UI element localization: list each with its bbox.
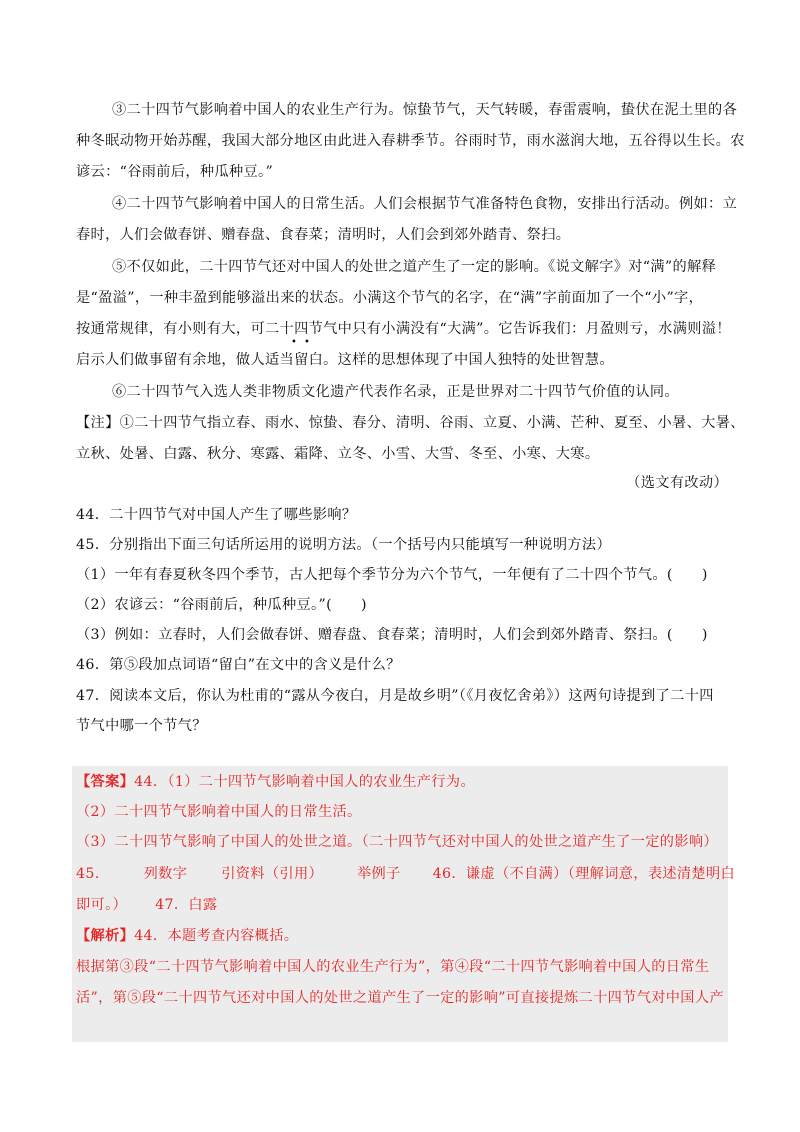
- paragraph-3-line-1: ③二十四节气影响着中国人的农业生产行为。惊蛰节气，天气转暖，春雷震响，蛰伏在泥土里的各: [112, 102, 738, 118]
- answer-46-continued: 即可。）: [76, 897, 128, 913]
- analysis-line-2: 根据第③段“二十四节气影响着中国人的农业生产行为”，第④段“二十四节气影响着中国人的日常生: [76, 959, 710, 975]
- question-44: 44．二十四节气对中国人产生了哪些影响？: [76, 507, 357, 523]
- paragraph-5-line-2: 是“盈溢”，一种丰盈到能够溢出来的状态。小满这个节气的名字，在“满”字前面加了一个“小”字，: [76, 290, 704, 306]
- answer-45-number: 45.: [76, 866, 100, 882]
- answer-44-1: 44．（1）二十四节气影响着中国人的农业生产行为。: [134, 774, 476, 790]
- answer-tag: 【答案】: [76, 774, 135, 790]
- analysis-line-3: 活”，第⑤段“二十四节气还对中国人的处世之道产生了一定的影响”可直接提炼二十四节气对中国人产: [76, 990, 724, 1006]
- paragraph-5-line-3: 按通常规律，有小则有大，可二十四节气中只有小满没有“大满”。它告诉我们：月盈则亏，水满则溢！: [76, 321, 731, 337]
- question-45-item-2: （2）农谚云：“谷雨前后，种瓜种豆。”( ): [76, 597, 367, 613]
- answer-45-46-line: [76, 864, 736, 884]
- analysis-44: 44．本题考查内容概括。: [134, 928, 299, 944]
- paragraph-6: ⑥二十四节气入选人类非物质文化遗产代表作名录，正是世界对二十四节气价值的认同。: [112, 384, 679, 400]
- emphasis-dot: •: [291, 337, 297, 348]
- answer-45-2: 引资料（引用）: [221, 866, 324, 882]
- answer-45-3: 举例子: [357, 866, 401, 882]
- note-line-2: 立秋、处暑、白露、秋分、寒露、霜降、立冬、小雪、大雪、冬至、小寒、大寒。: [76, 446, 600, 462]
- paragraph-3-line-2: 种冬眠动物开始苏醒，我国大部分地区由此进入春耕季节。谷雨时节，雨水滋润大地，五谷得以生长。农: [76, 133, 745, 149]
- question-45: 45．分别指出下面三句话所运用的说明方法。（一个括号内只能填写一种说明方法）: [76, 537, 612, 553]
- answer-44-3: （3）二十四节气影响了中国人的处世之道。（二十四节气还对中国人的处世之道产生了一定的影响）: [76, 834, 718, 850]
- question-47-line-1: 47．阅读本文后，你认为杜甫的“露从今夜白，月是故乡明”（《月夜忆舍弟》）这两句诗提到了二十四: [76, 688, 714, 704]
- source-note: （选文有改动）: [626, 475, 728, 491]
- question-46: 46．第⑤段加点词语“留白”在文中的含义是什么？: [76, 657, 401, 673]
- emphasis-dot: •: [304, 337, 310, 348]
- answer-44-line-1: [76, 772, 728, 792]
- answer-46: 46．谦虚（不自满）（理解词意，表述清楚明白: [432, 866, 736, 882]
- paragraph-4-line-1: ④二十四节气影响着中国人的日常生活。人们会根据节气准备特色食物，安排出行活动。例如：立: [112, 196, 738, 212]
- paragraph-4-line-2: 春时，人们会做春饼、赠春盘、食春菜；清明时，人们会到郊外踏青、祭扫。: [76, 227, 571, 243]
- answer-46-47-line: [76, 895, 728, 915]
- note-line-1: 【注】①二十四节气指立春、雨水、惊蛰、春分、清明、谷雨、立夏、小满、芒种、夏至、小暑、大暑、: [76, 415, 745, 431]
- question-45-item-3: （3）例如：立春时，人们会做春饼、赠春盘、食春菜；清明时，人们会到郊外踏青、祭扫。( ): [76, 627, 708, 643]
- answer-47: 47．白露: [155, 897, 218, 913]
- paragraph-5-line-1: ⑤不仅如此，二十四节气还对中国人的处世之道产生了一定的影响。《说文解字》对“满”的解释: [112, 259, 717, 275]
- paragraph-5-line-4: 启示人们做事留有余地，做人适当留白。这样的思想体现了中国人独特的处世智慧。: [76, 352, 614, 368]
- answer-45-1: 列数字: [143, 866, 188, 882]
- paragraph-3-line-3: 谚云：“谷雨前后，种瓜种豆。”: [76, 164, 274, 180]
- analysis-line-1: [76, 926, 728, 946]
- question-47-line-2: 节气中哪一个节气？: [76, 718, 207, 734]
- answer-44-2: （2）二十四节气影响着中国人的日常生活。: [76, 804, 362, 820]
- question-45-item-1: （1）一年有春夏秋冬四个季节，古人把每个季节分为六个节气，一年便有了二十四个节气。( ): [76, 567, 708, 583]
- analysis-tag: 【解析】: [76, 928, 135, 944]
